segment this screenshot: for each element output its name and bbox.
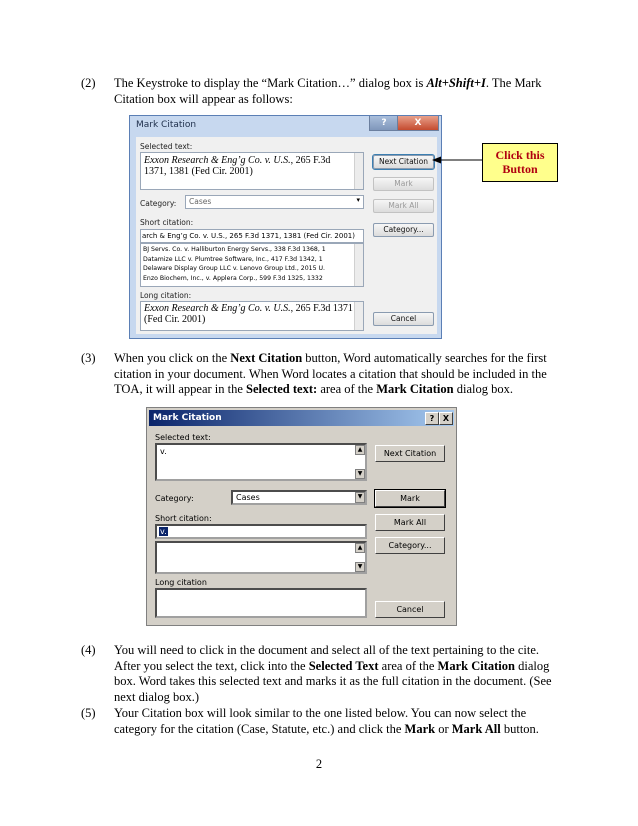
step-text: You will need to click in the document and select all of the text pertaining to the cite. After you select the text, click into the Selected Text area of the Mark Citation dialog box. Word takes this selected text and marks it as the full citation in the document. (See next dialog box.) bbox=[114, 643, 552, 704]
keyboard-shortcut: Alt+Shift+I bbox=[426, 76, 486, 90]
long-citation-label: Long citation: bbox=[140, 291, 192, 300]
list-item[interactable]: BJ Servs. Co. v. Halliburton Energy Servs., 338 F.3d 1368, 1 bbox=[143, 246, 326, 253]
mark-all-button[interactable]: Mark All bbox=[373, 199, 434, 213]
long-citation-area[interactable]: Exxon Research & Eng’g Co. v. U.S., 265 F.3d 1371 (Fed Cir. 2001) bbox=[140, 301, 364, 331]
chevron-down-icon[interactable]: ▼ bbox=[355, 492, 365, 503]
scrollbar[interactable] bbox=[354, 153, 363, 189]
category-select[interactable]: Cases ▼ bbox=[231, 490, 367, 505]
step-number: (5) bbox=[81, 706, 96, 720]
cancel-button[interactable]: Cancel bbox=[373, 312, 434, 326]
short-citation-input[interactable]: arch & Eng’g Co. v. U.S., 265 F.3d 1371, 1381 (Fed Cir. 2001) bbox=[140, 229, 364, 243]
list-item[interactable]: Delaware Display Group LLC v. Lenovo Group Ltd., 2015 U. bbox=[143, 265, 325, 272]
step-text: Your Citation box will look similar to the one listed below. You can now select the category for the citation (Case, Statute, etc.) and click the Mark or Mark All button. bbox=[114, 706, 539, 736]
list-item[interactable]: Datamize LLC v. Plumtree Software, Inc., 417 F.3d 1342, 1 bbox=[143, 255, 323, 263]
dialog-body bbox=[136, 137, 437, 334]
close-button[interactable]: X bbox=[397, 116, 439, 131]
scroll-up-icon[interactable]: ▲ bbox=[355, 543, 365, 553]
mark-citation-dialog-classic bbox=[146, 407, 457, 626]
dialog-title: Mark Citation bbox=[153, 413, 222, 423]
scroll-down-icon[interactable]: ▼ bbox=[355, 562, 365, 572]
short-citation-list[interactable] bbox=[140, 243, 364, 287]
step-number: (3) bbox=[81, 351, 96, 365]
mark-all-button[interactable]: Mark All bbox=[375, 514, 445, 531]
category-label: Category: bbox=[155, 494, 194, 503]
category-button[interactable]: Category... bbox=[375, 537, 445, 554]
selected-text-area[interactable]: Exxon Research & Eng’g Co. v. U.S., 265 F.3d 1371, 1381 (Fed Cir. 2001) bbox=[140, 152, 364, 190]
step-text: When you click on the Next Citation button, Word automatically searches for the first citation in your document. When Word locates a citation that should be included in the TOA, it will appear in the Selected text: area of the Mark Citation dialog box. bbox=[114, 351, 547, 396]
chevron-down-icon: ▾ bbox=[356, 196, 360, 204]
short-citation-input[interactable]: v. bbox=[155, 524, 367, 539]
selected-text-label: Selected text: bbox=[140, 142, 193, 151]
category-select[interactable]: Cases ▾ bbox=[185, 195, 364, 209]
selected-text-label: Selected text: bbox=[155, 433, 211, 442]
close-button[interactable]: X bbox=[439, 412, 453, 425]
scrollbar[interactable] bbox=[354, 244, 363, 286]
long-citation-label: Long citation bbox=[155, 578, 207, 587]
click-this-button-callout: Click this Button bbox=[482, 143, 558, 182]
cancel-button[interactable]: Cancel bbox=[375, 601, 445, 618]
help-button[interactable]: ? bbox=[369, 116, 399, 131]
category-button[interactable]: Category... bbox=[373, 223, 434, 237]
help-button[interactable]: ? bbox=[425, 412, 439, 425]
scrollbar[interactable] bbox=[354, 302, 363, 330]
mark-button[interactable]: Mark bbox=[373, 177, 434, 191]
short-citation-list[interactable] bbox=[155, 541, 367, 574]
scroll-down-icon[interactable]: ▼ bbox=[355, 469, 365, 479]
list-item[interactable]: Enzo Biochem, Inc., v. Applera Corp., 599 F.3d 1325, 1332 bbox=[143, 274, 323, 282]
page-number: 2 bbox=[315, 757, 323, 771]
scroll-up-icon[interactable]: ▲ bbox=[355, 445, 365, 455]
mark-button[interactable]: Mark bbox=[375, 490, 445, 507]
category-label: Category: bbox=[140, 199, 177, 208]
dialog-title: Mark Citation bbox=[136, 120, 197, 130]
next-citation-button[interactable]: Next Citation bbox=[375, 445, 445, 462]
callout-arrow bbox=[432, 155, 484, 165]
short-citation-label: Short citation: bbox=[140, 218, 194, 227]
step-number: (4) bbox=[81, 643, 96, 657]
selected-text-area[interactable]: v. ▲ ▼ bbox=[155, 443, 367, 481]
title-bar bbox=[149, 410, 454, 426]
short-citation-label: Short citation: bbox=[155, 514, 212, 523]
step-text: The Keystroke to display the “Mark Citation…” dialog box is Alt+Shift+I. The Mark Citation box will appear as follows: bbox=[114, 76, 542, 106]
long-citation-area[interactable] bbox=[155, 588, 367, 618]
step-number: (2) bbox=[81, 76, 96, 90]
mark-citation-dialog-win7 bbox=[129, 115, 442, 339]
next-citation-button[interactable]: Next Citation bbox=[373, 155, 434, 169]
